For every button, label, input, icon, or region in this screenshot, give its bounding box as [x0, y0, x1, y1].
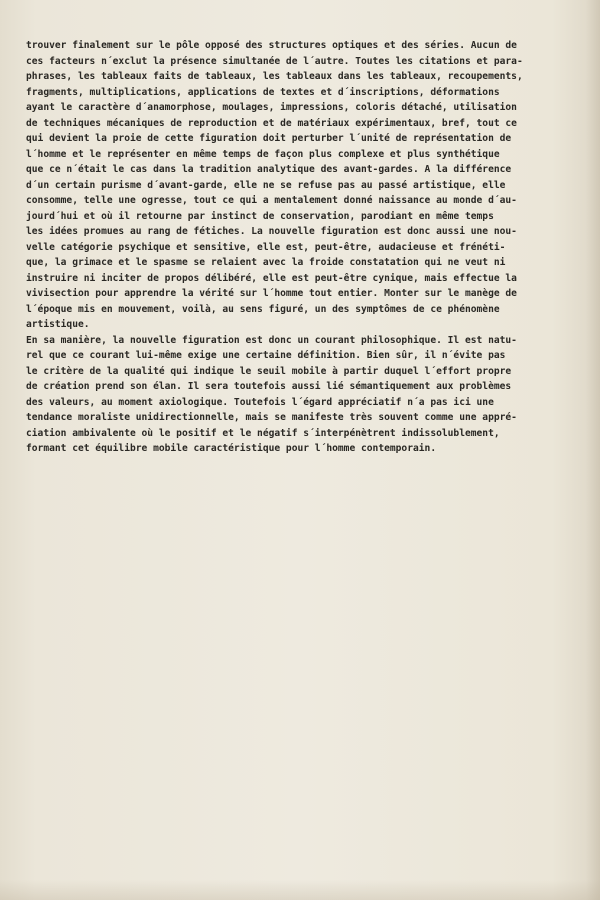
text-line: formant cet équilibre mobile caractéristique pour l´homme contemporain.: [26, 443, 437, 454]
text-line: fragments, multiplications, applications de textes et d´inscriptions, déformations: [26, 86, 500, 98]
text-line: ayant le caractère d´anamorphose, moulages, impressions, coloris détaché, utilisation: [26, 102, 517, 113]
paper-edge-shadow-bottom: [0, 880, 600, 900]
text-line: rel que ce courant lui-même exige une certaine définition. Bien sûr, il n´évite pas: [26, 350, 506, 361]
text-line: velle catégorie psychique et sensitive, elle est, peut-être, audacieuse et frénéti-: [26, 241, 506, 253]
text-line: ciation ambivalente où le positif et le négatif s´interpénètrent indissolublement,: [26, 427, 500, 439]
text-line: d´un certain purisme d´avant-garde, elle ne se refuse pas au passé artistique, elle: [26, 179, 506, 191]
text-line: artistique.: [26, 319, 90, 330]
text-line: que, la grimace et le spasme se relaient avec la froide constatation qui ne veut ni: [26, 257, 506, 268]
text-line: vivisection pour apprendre la vérité sur l´homme tout entier. Monter sur le manège de: [26, 288, 517, 299]
text-line: ces facteurs n´exclut la présence simultanée de l´autre. Toutes les citations et para-: [26, 55, 523, 67]
text-line: consomme, telle une ogresse, tout ce qui a mentalement donné naissance au monde d´au-: [26, 195, 517, 206]
text-line: de création prend son élan. Il sera toutefois aussi lié sémantiquement aux problèmes: [26, 381, 512, 392]
text-line: de techniques mécaniques de reproduction et de matériaux expérimentaux, bref, tout ce: [26, 117, 517, 129]
text-line: En sa manière, la nouvelle figuration est donc un courant philosophique. Il est natu-: [26, 334, 517, 346]
text-line: jourd´hui et où il retourne par instinct de conservation, parodiant en même temps: [26, 210, 494, 222]
text-line: qui devient la proie de cette figuration doit perturber l´unité de représentation de: [26, 133, 512, 144]
text-line: l´homme et le représenter en même temps de façon plus complexe et plus synthétique: [26, 148, 500, 160]
text-line: que ce n´était le cas dans la tradition analytique des avant-gardes. A la différence: [26, 164, 512, 175]
text-line: des valeurs, au moment axiologique. Toutefois l´égard appréciatif n´a pas ici une: [26, 396, 494, 408]
text-line: trouver finalement sur le pôle opposé des structures optiques et des séries. Aucun de: [26, 40, 517, 51]
text-line: phrases, les tableaux faits de tableaux, les tableaux dans les tableaux, recoupements,: [26, 71, 523, 82]
text-line: le critère de la qualité qui indique le seuil mobile à partir duquel l´effort propre: [26, 365, 512, 377]
text-line: l´époque mis en mouvement, voilà, au sens figuré, un des symptômes de ce phénomène: [26, 303, 500, 315]
text-line: tendance moraliste unidirectionnelle, mais se manifeste très souvent comme une appré-: [26, 412, 517, 423]
typewritten-text: [26, 38, 592, 457]
text-line: les idées promues au rang de fétiches. La nouvelle figuration est donc aussi une nou-: [26, 226, 517, 237]
text-line: instruire ni inciter de propos délibéré, elle est peut-être cynique, mais effectue la: [26, 272, 517, 284]
